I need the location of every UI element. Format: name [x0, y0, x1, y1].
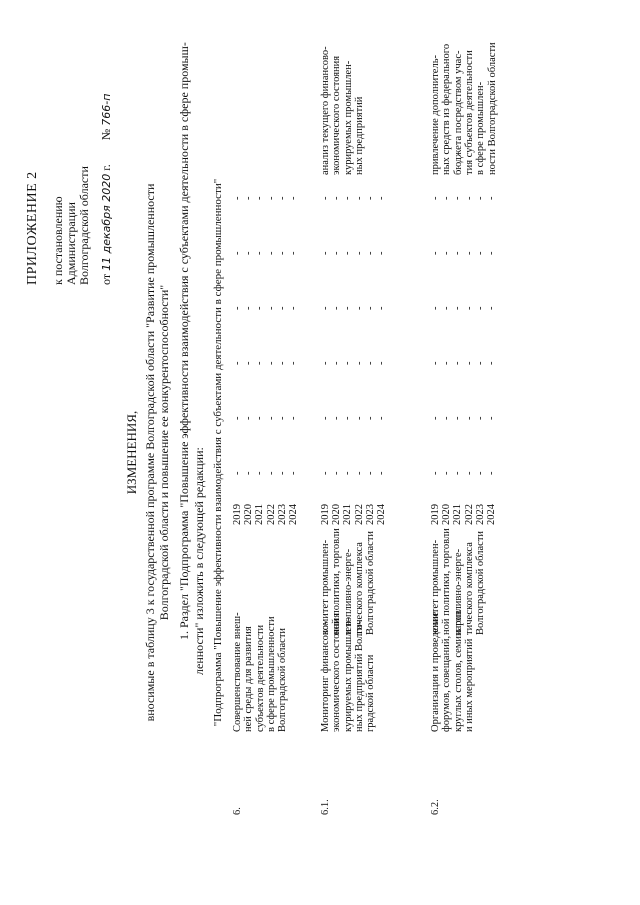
row-executor-line: Волгоградской области — [475, 530, 487, 635]
value-dash: - — [342, 306, 354, 310]
value-dash: - — [265, 471, 277, 475]
value-dash: - — [353, 306, 365, 310]
value-dash: - — [486, 196, 498, 200]
number-handwritten: 766-п — [100, 93, 113, 126]
row-executor-line: и топливно-энерге- — [452, 548, 464, 635]
value-dash: - — [254, 361, 266, 365]
value-column — [320, 307, 387, 311]
value-dash: - — [320, 251, 331, 255]
value-dash: - — [452, 251, 464, 255]
value-dash: - — [265, 361, 277, 365]
value-dash: - — [342, 416, 354, 420]
value-dash: - — [320, 306, 331, 310]
value-dash: - — [353, 471, 365, 475]
value-dash: - — [430, 471, 441, 475]
value-dash: - — [463, 251, 475, 255]
value-dash: - — [474, 416, 486, 420]
row-result-line: ности Волгоградской области — [486, 42, 498, 175]
appendix-line-2: Администрации — [64, 202, 78, 285]
value-dash: - — [486, 251, 498, 255]
value-dash: - — [331, 361, 343, 365]
value-dash: - — [353, 361, 365, 365]
row-years — [430, 504, 497, 525]
row-result-line: ных средств из федерального — [441, 43, 453, 175]
value-dash: - — [342, 471, 354, 475]
value-dash: - — [265, 416, 277, 420]
year: 2024 — [376, 504, 388, 525]
row-executor-line: ной политики, торговли — [331, 528, 343, 635]
row-result — [320, 35, 365, 175]
value-dash: - — [364, 306, 376, 310]
row-name-line: Мониторинг финансово- — [320, 621, 331, 732]
value-dash: - — [254, 471, 266, 475]
value-dash: - — [364, 471, 376, 475]
value-dash: - — [441, 471, 453, 475]
year: 2022 — [353, 504, 365, 525]
value-dash: - — [463, 416, 475, 420]
value-dash: - — [320, 196, 331, 200]
row-name-line: форумов, совещаний, — [441, 635, 453, 732]
row-name-line: Организация и проведение — [430, 611, 441, 732]
year: 2021 — [452, 504, 464, 525]
value-dash: - — [243, 471, 255, 475]
value-column — [430, 252, 497, 256]
row-result-line: тия субъектов деятельности — [463, 50, 475, 175]
value-dash: - — [276, 361, 288, 365]
year: 2024 — [288, 504, 300, 525]
value-dash: - — [452, 306, 464, 310]
row-result — [430, 35, 498, 175]
table-row — [430, 35, 530, 815]
row-result-line: привлечение дополнитель- — [430, 55, 441, 175]
row-number: 6.1. — [320, 799, 331, 815]
row-name-line: Волгоградской области — [277, 627, 289, 732]
row-result-line: бюджета посредством учас- — [452, 50, 464, 175]
value-dash: - — [254, 306, 266, 310]
value-dash: - — [254, 196, 266, 200]
table-subtitle: "Подпрограмма "Повышение эффективности взаимодействия с субъектами деятельности в сфере промышленности" — [212, 178, 224, 727]
year: 2023 — [364, 504, 376, 525]
value-dash: - — [376, 361, 388, 365]
value-dash: - — [320, 361, 331, 365]
value-dash: - — [288, 251, 300, 255]
row-executor-line: тического комплекса — [463, 542, 475, 635]
value-dash: - — [243, 251, 255, 255]
year: 2022 — [265, 504, 277, 525]
date-line — [100, 94, 113, 285]
date-handwritten: 11 декабря 2020 — [100, 173, 113, 271]
value-dash: - — [486, 306, 498, 310]
value-dash: - — [331, 416, 343, 420]
value-dash: - — [364, 361, 376, 365]
value-dash: - — [376, 306, 388, 310]
year: 2022 — [463, 504, 475, 525]
value-column — [232, 252, 299, 256]
value-dash: - — [265, 196, 277, 200]
row-result-line: экономического состояния — [331, 55, 343, 175]
row-result-line: анализ текущего финансово- — [320, 46, 331, 175]
value-dash: - — [288, 196, 300, 200]
value-dash: - — [232, 251, 243, 255]
value-dash: - — [430, 361, 441, 365]
value-dash: - — [288, 306, 300, 310]
value-dash: - — [331, 196, 343, 200]
value-dash: - — [364, 251, 376, 255]
value-dash: - — [486, 416, 498, 420]
value-dash: - — [376, 471, 388, 475]
value-column — [430, 362, 497, 366]
value-dash: - — [463, 471, 475, 475]
value-dash: - — [441, 196, 453, 200]
value-dash: - — [265, 251, 277, 255]
value-dash: - — [452, 416, 464, 420]
value-dash: - — [463, 196, 475, 200]
value-column — [320, 362, 387, 366]
value-dash: - — [243, 361, 255, 365]
value-dash: - — [276, 306, 288, 310]
value-dash: - — [486, 471, 498, 475]
value-dash: - — [232, 196, 243, 200]
value-dash: - — [288, 361, 300, 365]
year: 2021 — [342, 504, 354, 525]
row-result-line: в сфере промышлен- — [475, 81, 487, 175]
value-column — [320, 417, 387, 421]
value-dash: - — [463, 361, 475, 365]
value-dash: - — [430, 196, 441, 200]
value-dash: - — [364, 416, 376, 420]
value-dash: - — [342, 361, 354, 365]
value-dash: - — [232, 471, 243, 475]
year: 2020 — [331, 504, 343, 525]
doc-title: ИЗМЕНЕНИЯ, — [124, 410, 139, 495]
row-number: 6.2. — [430, 799, 441, 815]
row-executor — [430, 525, 487, 635]
row-years — [320, 504, 387, 525]
table-row — [320, 35, 410, 815]
row-number: 6. — [232, 807, 243, 815]
row-name-line: круглых столов, семинаров — [452, 610, 464, 732]
year: 2020 — [243, 504, 255, 525]
value-dash: - — [320, 471, 331, 475]
row-name-line: Совершенствование внеш- — [232, 612, 243, 732]
value-column — [232, 197, 299, 201]
row-executor-line: комитет промышлен- — [430, 539, 441, 635]
appendix-title: ПРИЛОЖЕНИЕ 2 — [25, 171, 40, 285]
value-dash: - — [441, 251, 453, 255]
value-dash: - — [430, 251, 441, 255]
value-dash: - — [474, 306, 486, 310]
value-column — [232, 307, 299, 311]
year: 2020 — [441, 504, 453, 525]
value-dash: - — [331, 471, 343, 475]
value-dash: - — [232, 361, 243, 365]
row-executor-line: комитет промышлен- — [320, 539, 331, 635]
year: 2021 — [254, 504, 266, 525]
value-column — [232, 362, 299, 366]
value-column — [320, 252, 387, 256]
value-column — [232, 472, 299, 476]
appendix-line-1: к постановлению — [51, 196, 65, 285]
value-dash: - — [288, 416, 300, 420]
value-dash: - — [474, 196, 486, 200]
value-dash: - — [254, 416, 266, 420]
row-executor — [320, 525, 377, 635]
subtitle-line-2: Волгоградской области и повышение ее конкурентоспособности" — [157, 284, 171, 621]
value-dash: - — [320, 416, 331, 420]
number-prefix: № — [99, 128, 113, 141]
value-dash: - — [452, 361, 464, 365]
value-dash: - — [376, 416, 388, 420]
row-name — [232, 602, 289, 732]
value-dash: - — [331, 251, 343, 255]
year: 2023 — [474, 504, 486, 525]
value-dash: - — [452, 471, 464, 475]
value-dash: - — [474, 361, 486, 365]
row-result-line: ных предприятий — [353, 96, 365, 175]
value-dash: - — [342, 196, 354, 200]
row-executor-line: и топливно-энерге- — [342, 548, 354, 635]
value-dash: - — [441, 416, 453, 420]
value-dash: - — [276, 196, 288, 200]
row-executor-line: ной политики, торговли — [441, 528, 453, 635]
value-column — [320, 472, 387, 476]
year: 2024 — [486, 504, 498, 525]
row-name-line: в сфере промышленности — [265, 616, 277, 732]
year: 2023 — [276, 504, 288, 525]
value-column — [232, 417, 299, 421]
value-dash: - — [376, 251, 388, 255]
value-column — [320, 197, 387, 201]
row-name-line: и иных мероприятий — [463, 638, 475, 732]
value-dash: - — [353, 251, 365, 255]
value-dash: - — [474, 251, 486, 255]
value-dash: - — [430, 306, 441, 310]
row-name-line: ней среды для развития — [243, 626, 255, 732]
subtitle-line-1: вносимые в таблицу 3 к государственной программе Волгоградской области "Развитие промышленности — [143, 183, 157, 722]
year: 2019 — [430, 504, 441, 525]
value-dash: - — [243, 306, 255, 310]
value-dash: - — [463, 306, 475, 310]
value-dash: - — [243, 416, 255, 420]
row-name-line: курируемых промышлен- — [342, 617, 354, 732]
row-name-line: экономического состояния — [331, 612, 343, 732]
value-dash: - — [232, 416, 243, 420]
value-dash: - — [276, 416, 288, 420]
value-dash: - — [376, 196, 388, 200]
value-dash: - — [353, 196, 365, 200]
row-result-line: курируемых промышлен- — [342, 60, 354, 175]
year: 2019 — [320, 504, 331, 525]
value-dash: - — [254, 251, 266, 255]
value-dash: - — [265, 306, 277, 310]
section-line-1: 1. Раздел "Подпрограмма "Повышение эффективности взаимодействия с субъектами деятельности в сфере промыш- — [177, 42, 191, 640]
value-column — [430, 472, 497, 476]
row-name-line: ных предприятий Волго- — [353, 620, 365, 732]
value-column — [430, 197, 497, 201]
date-prefix: от — [99, 273, 113, 285]
value-dash: - — [331, 306, 343, 310]
value-dash: - — [276, 251, 288, 255]
value-dash: - — [276, 471, 288, 475]
value-dash: - — [288, 471, 300, 475]
year: 2019 — [232, 504, 243, 525]
row-executor-line: тического комплекса — [353, 542, 365, 635]
value-dash: - — [232, 306, 243, 310]
appendix-line-3: Волгоградской области — [77, 166, 91, 285]
row-executor-line: Волгоградской области — [365, 530, 377, 635]
value-column — [430, 417, 497, 421]
value-dash: - — [474, 471, 486, 475]
value-dash: - — [243, 196, 255, 200]
row-name-line: субъектов деятельности — [254, 624, 266, 732]
table-row — [232, 35, 307, 815]
value-dash: - — [486, 361, 498, 365]
value-dash: - — [441, 306, 453, 310]
value-dash: - — [441, 361, 453, 365]
section-line-2: ленности" изложить в следующей редакции: — [192, 447, 206, 675]
value-column — [430, 307, 497, 311]
value-dash: - — [364, 196, 376, 200]
value-dash: - — [342, 251, 354, 255]
row-name-line: градской области — [365, 654, 377, 732]
row-years — [232, 504, 299, 525]
value-dash: - — [430, 416, 441, 420]
date-suffix: г. — [99, 164, 113, 171]
value-dash: - — [452, 196, 464, 200]
value-dash: - — [353, 416, 365, 420]
